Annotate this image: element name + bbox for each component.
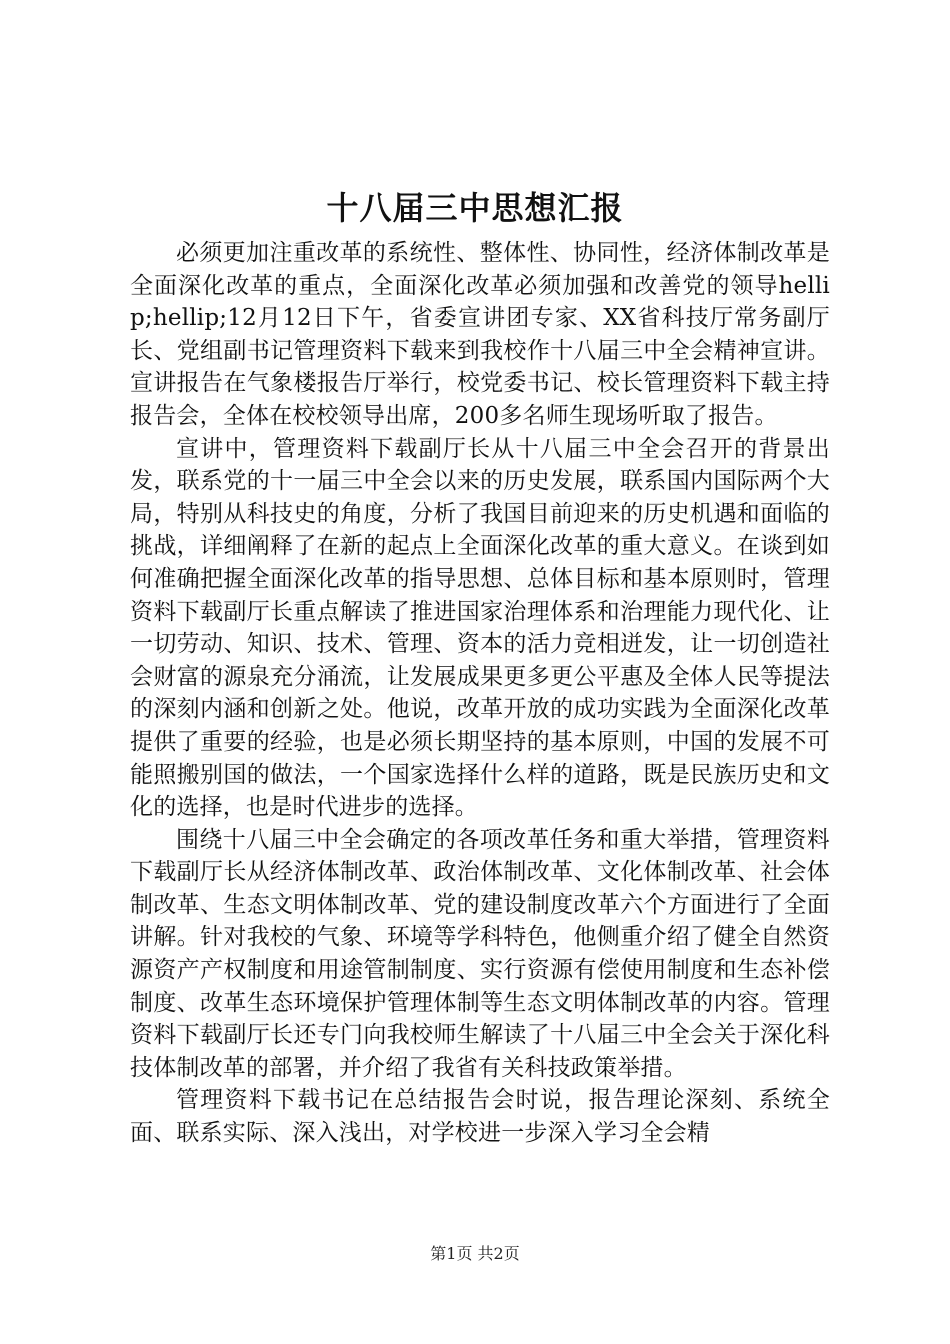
document-body (130, 237, 830, 1150)
paragraph-2: 宣讲中，管理资料下载副厅长从十八届三中全会召开的背景出发，联系党的十一届三中全会以来的历史发展，联系国内国际两个大局，特别从科技史的角度，分析了我国目前迎来的历史机遇和面临的挑战，详细阐释了在新的起点上全面深化改革的重大意义。在谈到如何准确把握全面深化改革的指导思想、总体目标和基本原则时，管理资料下载副厅长重点解读了推进国家治理体系和治理能力现代化、让一切劳动、知识、技术、管理、资本的活力竞相迸发，让一切创造社会财富的源泉充分涌流，让发展成果更多更公平惠及全体人民等提法的深刻内涵和创新之处。他说，改革开放的成功实践为全面深化改革提供了重要的经验，也是必须长期坚持的基本原则，中国的发展不可能照搬别国的做法，一个国家选择什么样的道路，既是民族历史和文化的选择，也是时代进步的选择。 (130, 435, 830, 821)
page-footer: 第1页 共2页 (430, 1244, 520, 1263)
paragraph-4: 管理资料下载书记在总结报告会时说，报告理论深刻、系统全面、联系实际、深入浅出，对学校进一步深入学习全会精 (130, 1087, 830, 1147)
document-title: 十八届三中思想汇报 (326, 189, 624, 227)
paragraph-3: 围绕十八届三中全会确定的各项改革任务和重大举措，管理资料下载副厅长从经济体制改革、政治体制改革、文化体制改革、社会体制改革、生态文明体制改革、党的建设制度改革六个方面进行了全面讲解。针对我校的气象、环境等学科特色，他侧重介绍了健全自然资源资产产权制度和用途管制制度、实行资源有偿使用制度和生态补偿制度、改革生态环境保护管理体制等生态文明体制改革的内容。管理资料下载副厅长还专门向我校师生解读了十八届三中全会关于深化科技体制改革的部署，并介绍了我省有关科技政策举措。 (130, 826, 830, 1081)
paragraph-1: 必须更加注重改革的系统性、整体性、协同性，经济体制改革是全面深化改革的重点，全面深化改革必须加强和改善党的领导hellip;hellip;12月12日下午，省委宣讲团专家、XX省科技厅常务副厅长、党组副书记管理资料下载来到我校作十八届三中全会精神宣讲。宣讲报告在气象楼报告厅举行，校党委书记、校长管理资料下载主持报告会，全体在校校领导出席，200多名师生现场听取了报告。 (130, 240, 830, 429)
